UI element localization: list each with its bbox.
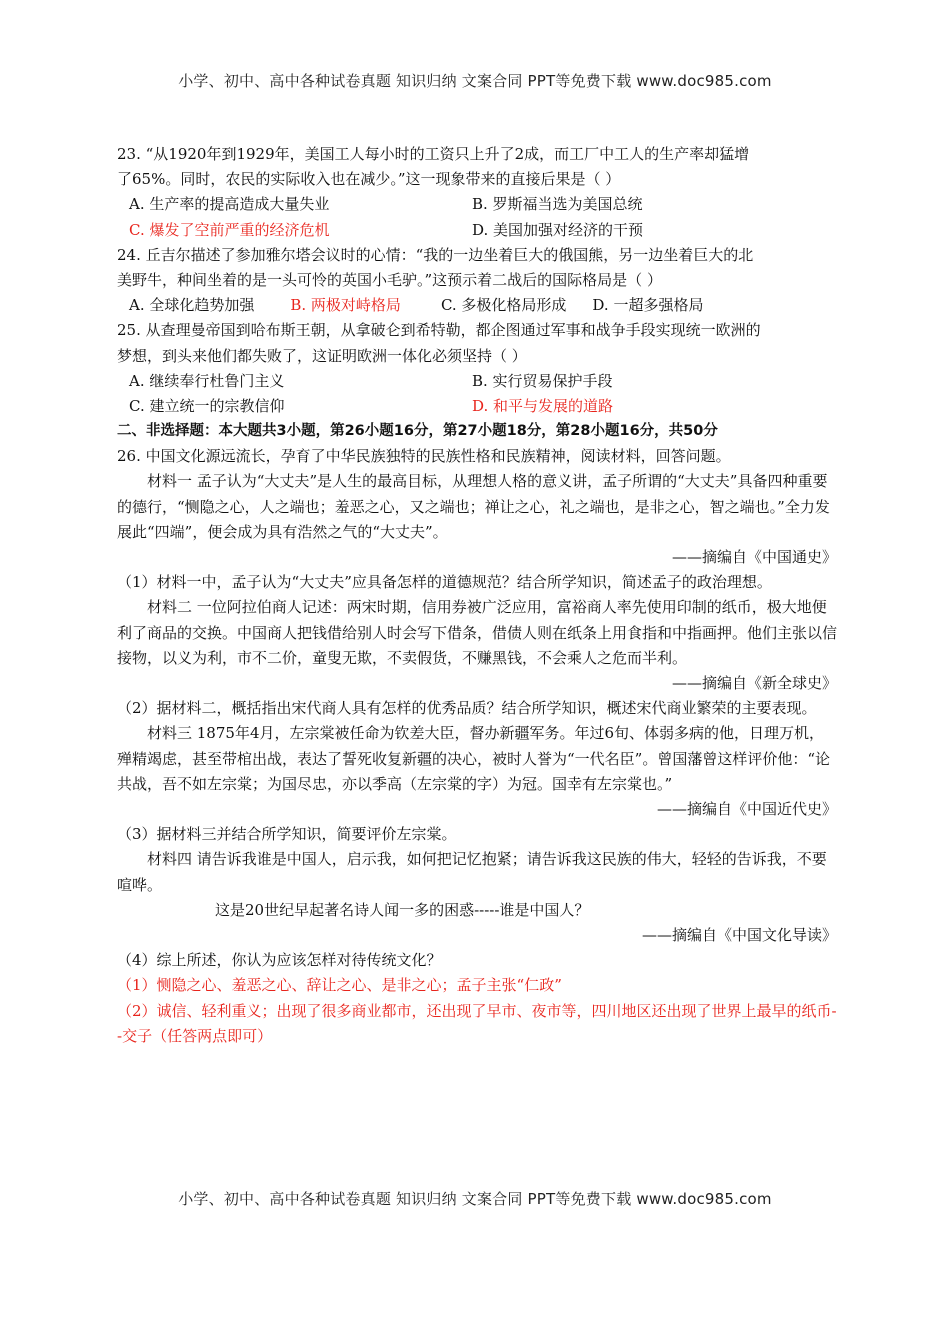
q23-options-row1 [117, 192, 837, 217]
q25-option-a: A. 继续奉行杜鲁门主义 [129, 371, 285, 390]
q26-material-1-source: ——摘编自《中国通史》 [671, 548, 837, 567]
q25-option-b: B. 实行贸易保护手段 [472, 371, 613, 390]
section2-title: 二、非选择题：本大题共3小题，第26小题16分，第27小题18分，第28小题16分，共50分 [117, 423, 718, 440]
q26-material-3-source: ——摘编自《中国近代史》 [656, 800, 837, 819]
q25-options-row1 [117, 369, 837, 394]
answer-2: （2）诚信、轻利重义；出现了很多商业都市，还出现了早市、夜市等，四川地区还出现了世界上最早的纸币--交子（任答两点即可） [117, 1001, 837, 1045]
q26-material-4: 材料四 请告诉我谁是中国人，启示我，如何把记忆抱紧；请告诉我这民族的伟大，轻轻的告诉我，不要喧哗。 [117, 850, 827, 894]
q24-options [117, 293, 837, 318]
q24-option-d: D. 一超多强格局 [592, 296, 704, 315]
q26-material-1: 材料一 孟子认为“大丈夫”是人生的最高目标，从理想人格的意义讲，孟子所谓的“大丈夫”具备四种重要的德行，“恻隐之心，人之端也；羞恶之心，又之端也；禅让之心，礼之端也，是非之心，智之端也。”全力发展此“四端”，便会成为具有浩然之气的“大丈夫”。 [117, 472, 830, 541]
q24-option-a: A. 全球化趋势加强 [129, 296, 255, 315]
q26-part-1: （1）材料一中，孟子认为“大丈夫”应具备怎样的道德规范？结合所学知识，简述孟子的政治理想。 [117, 573, 772, 592]
q23-option-a: A. 生产率的提高造成大量失业 [129, 195, 330, 214]
q26-material-2: 材料二 一位阿拉伯商人记述：两宋时期，信用券被广泛应用，富裕商人率先使用印制的纸币，极大地便利了商品的交换。中国商人把钱借给别人时会写下借条，借债人则在纸条上用食指和中指画押。他们主张以信接物，以义为利，市不二价，童叟无欺，不卖假货，不赚黑钱，不会乘人之危而半利。 [117, 598, 838, 667]
page-header: 小学、初中、高中各种试卷真题 知识归纳 文案合同 PPT等免费下载 www.doc985.com [178, 72, 772, 90]
q23-option-b: B. 罗斯福当选为美国总统 [472, 195, 643, 214]
q26-material-4-source: ——摘编自《中国文化导读》 [641, 926, 837, 945]
document-body [117, 142, 837, 1049]
q26-part-2: （2）据材料二，概括指出宋代商人具有怎样的优秀品质？结合所学知识，概述宋代商业繁荣的主要表现。 [117, 699, 817, 718]
answer-1: （1）恻隐之心、羞恶之心、辞让之心、是非之心；孟子主张“仁政” [117, 976, 562, 995]
q26-intro: 26. 中国文化源远流长，孕育了中华民族独特的民族性格和民族精神，阅读材料，回答问题。 [117, 447, 731, 466]
q24-stem-line1: 24. 丘吉尔描述了参加雅尔塔会议时的心情：“我的一边坐着巨大的俄国熊，另一边坐着巨大的北 [117, 245, 754, 264]
q24-option-b: B. 两极对峙格局 [290, 296, 401, 315]
q24-option-c: C. 多极化格局形成 [440, 296, 567, 315]
q25-options-row2 [117, 394, 837, 419]
q26-material-2-source: ——摘编自《新全球史》 [671, 674, 837, 693]
q23-option-c: C. 爆发了空前严重的经济危机 [129, 220, 330, 239]
q25-option-c: C. 建立统一的宗教信仰 [129, 396, 285, 415]
q25-option-d: D. 和平与发展的道路 [472, 396, 614, 415]
q26-part-4: （4）综上所述，你认为应该怎样对待传统文化？ [117, 951, 442, 970]
q25-stem-line1: 25. 从查理曼帝国到哈布斯王朝，从拿破仑到希特勒，都企图通过军事和战争手段实现统一欧洲的 [117, 321, 761, 340]
q24-stem-line2: 美野牛，种间坐着的是一头可怜的英国小毛驴。”这预示着二战后的国际格局是（ ） [117, 270, 662, 289]
q23-stem-line1: 23. “从1920年到1929年，美国工人每小时的工资只上升了2成，而工厂中工人的生产率却猛增 [117, 145, 750, 163]
q26-material-4-note: 这是20世纪早起著名诗人闻一多的困惑-----谁是中国人？ [215, 900, 590, 919]
q23-options-row2 [117, 218, 837, 243]
q23-option-d: D. 美国加强对经济的干预 [472, 220, 644, 239]
q26-material-3: 材料三 1875年4月，左宗棠被任命为钦差大臣，督办新疆军务。年过6旬、体弱多病的他，日理万机，殚精竭虑，甚至带棺出战，表达了誓死收复新疆的决心，被时人誉为“一代名臣”。曾国藩曾这样评价他：“论共战，吾不如左宗棠；为国尽忠，亦以季高（左宗棠的字）为冠。国幸有左宗棠也。” [117, 724, 831, 793]
page-footer: 小学、初中、高中各种试卷真题 知识归纳 文案合同 PPT等免费下载 www.doc985.com [178, 1190, 772, 1208]
q26-part-3: （3）据材料三并结合所学知识，简要评价左宗棠。 [117, 825, 457, 844]
q23-stem-line2: 了65%。同时，农民的实际收入也在减少。”这一现象带来的直接后果是（ ） [117, 170, 621, 189]
q25-stem-line2: 梦想，到头来他们都失败了，这证明欧洲一体化必须坚持（ ） [117, 346, 527, 365]
